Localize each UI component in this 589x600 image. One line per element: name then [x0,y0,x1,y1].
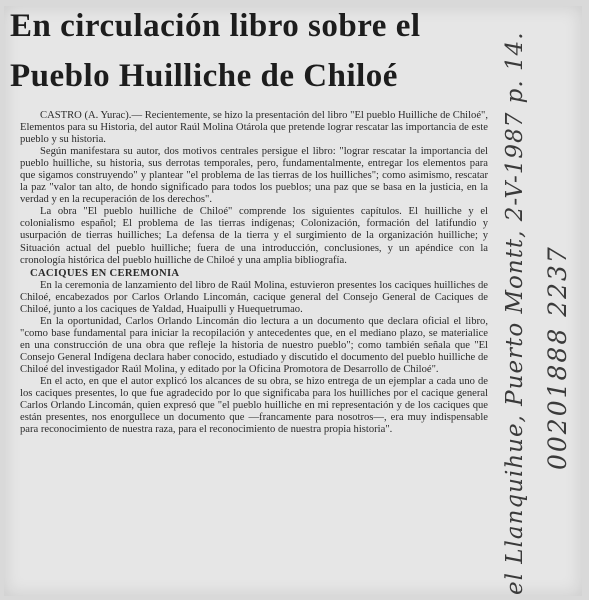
paragraph-1: CASTRO (A. Yurac).— Recientemente, se hizo la presentación del libro "El pueblo Huilliche de Chiloé", Elementos para su Historia, del autor Raúl Molina Otárola que pretende lograr rescatar las importancia de este pueblo y su historia. [20,110,488,146]
paragraph-3: La obra "El pueblo huilliche de Chiloé" comprende los siguientes capítulos. El huilliche y el colonialismo español; El problema de las tierras indígenas; Colonización, formación del latifundio y usurpación de tierras huilliches; La defensa de la tierra y el surgimiento de la organización huilliche; y Situación actual del pueblo huilliche; fuera de una introducción, conclusiones, y un apéndice con la cronología histórica del pueblo huilliche de Chiloé y una amplia bibliografía. [20,206,488,266]
handwritten-catalog-code: 00201888 2237 [543,245,572,470]
paragraph-5: En la oportunidad, Carlos Orlando Lincomán dio lectura a un documento que declara oficial el libro, "como base fundamental para iniciar la recopilación y antecedentes que, en el mediano plazo, se materialice en una construcción de una obra que refleje la historia de nuestro pueblo"; como también señala que "El Consejo General Indígena declara haber conocido, estudiado y discutido el documento del pueblo huilliche de Chiloé del investigador Raúl Molina, y editado por la Oficina Promotora de Desarrollo de Chiloé". [20,315,488,375]
article-body [20,110,488,436]
paragraph-6: En el acto, en que el autor explicó los alcances de su obra, se hizo entrega de un ejemplar a cada uno de los caciques presentes, lo que fue agradecido por lo que significaba para los huilliches por el cacique general Carlos Orlando Lincomán, quien expresó que "el pueblo huilliche en mi representación y de los caciques que están presentes, nos enorgullece un documento que —francamente para nosotros—, era muy indispensable para reconocimiento de nuestra raza, para el reconocimiento de nuestra propia historia". [20,376,488,436]
handwritten-source-annotation: el Llanquihue, Puerto Montt, 2-V-1987 p. 14. [502,31,528,595]
paragraph-2: Según manifestara su autor, dos motivos centrales persigue el libro: "lograr rescatar la importancia del pueblo huilliche, su historia, sus derrotas temporales, pero, fundamentalmente, entregar los elementos para que sigamos construyendo" y plantear "el problema de las tierras de los huilliches"; como asimismo, rescatar la paz "valor tan alto, de hondo significado para todos los pueblos; una paz que se basa en la justicia, en la verdad y en la recuperación de los derechos". [20,146,488,206]
headline-line-1: En circulación libro sobre el [10,8,421,44]
paragraph-4: En la ceremonia de lanzamiento del libro de Raúl Molina, estuvieron presentes los caciques huilliches de Chiloé, encabezados por Carlos Orlando Lincomán, cacique general del Consejo General de Caciques de Chiloé, junto a los caciques de Yaldad, Huaipulli y Huequetrumao. [20,279,488,315]
subheading: CACIQUES EN CEREMONIA [30,267,180,279]
headline-line-2: Pueblo Huilliche de Chiloé [10,58,398,94]
